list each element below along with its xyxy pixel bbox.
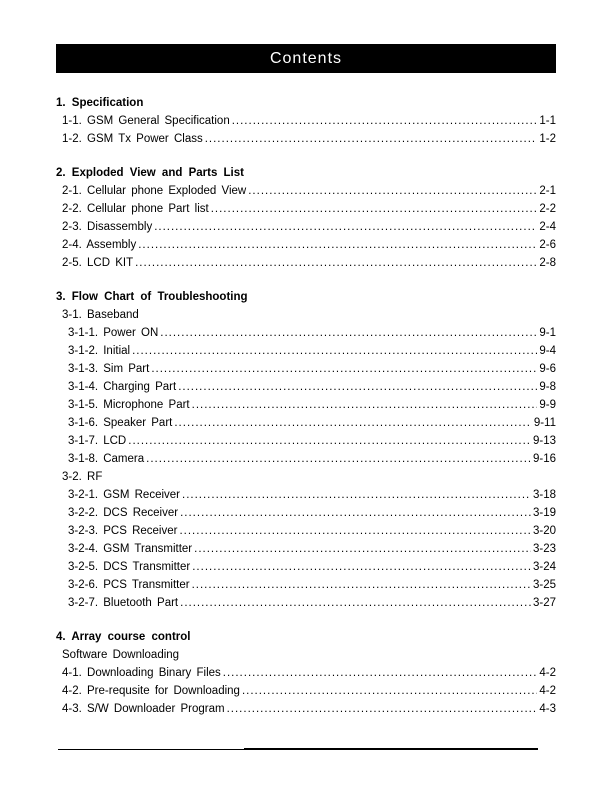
- toc-entry-page: 9-16: [532, 453, 556, 465]
- table-of-contents: [56, 94, 556, 734]
- toc-entry-label: 3-2-4. GSM Transmitter: [68, 543, 193, 555]
- section-specification: [56, 94, 556, 148]
- toc-entry[interactable]: [56, 342, 556, 360]
- toc-entry[interactable]: [56, 218, 556, 236]
- toc-entry-page: 9-6: [539, 363, 556, 375]
- toc-entry[interactable]: [56, 396, 556, 414]
- dot-leader: [192, 396, 538, 414]
- dot-leader: [128, 432, 531, 450]
- dot-leader: [179, 522, 531, 540]
- toc-entry-label: 4-3. S/W Downloader Program: [62, 703, 225, 715]
- toc-entry-page: 3-19: [532, 507, 556, 519]
- toc-entry-label: 3-1-3. Sim Part: [68, 363, 150, 375]
- toc-entry-page: 9-9: [539, 399, 556, 411]
- toc-entry[interactable]: [56, 558, 556, 576]
- dot-leader: [154, 218, 537, 236]
- toc-entry-label: 3-2-6. PCS Transmitter: [68, 579, 190, 591]
- dot-leader: [146, 450, 531, 468]
- dot-leader: [135, 254, 537, 272]
- dot-leader: [205, 130, 538, 148]
- footer-rule-thick: [244, 748, 538, 750]
- dot-leader: [232, 112, 538, 130]
- subsection-software-downloading: Software Downloading: [62, 649, 180, 661]
- toc-entry[interactable]: [56, 182, 556, 200]
- dot-leader: [192, 576, 531, 594]
- toc-entry-page: 9-13: [532, 435, 556, 447]
- subsection-rf: 3-2. RF: [62, 471, 103, 483]
- toc-entry-page: 4-3: [539, 703, 556, 715]
- toc-entry-page: 3-23: [532, 543, 556, 555]
- toc-entry-label: 4-2. Pre-requsite for Downloading: [62, 685, 240, 697]
- dot-leader: [248, 182, 537, 200]
- toc-entry[interactable]: [56, 486, 556, 504]
- toc-entry-label: 1-1. GSM General Specification: [62, 115, 230, 127]
- toc-entry-page: 2-1: [539, 185, 556, 197]
- toc-entry-label: 2-3. Disassembly: [62, 221, 153, 233]
- toc-entry[interactable]: [56, 130, 556, 148]
- toc-entry-label: 3-2-5. DCS Transmitter: [68, 561, 191, 573]
- toc-entry-page: 9-8: [539, 381, 556, 393]
- section-heading: 1. Specification: [56, 97, 144, 109]
- toc-entry-page: 1-2: [539, 133, 556, 145]
- dot-leader: [160, 324, 537, 342]
- dot-leader: [182, 486, 531, 504]
- toc-entry-label: 3-1-6. Speaker Part: [68, 417, 173, 429]
- toc-entry[interactable]: [56, 378, 556, 396]
- contents-title: Contents: [56, 44, 556, 73]
- toc-entry-label: 2-5. LCD KIT: [62, 257, 134, 269]
- toc-entry-page: 2-2: [539, 203, 556, 215]
- toc-entry-label: 3-1-5. Microphone Part: [68, 399, 190, 411]
- toc-entry-page: 9-11: [533, 417, 556, 429]
- dot-leader: [192, 558, 531, 576]
- section-array-course-control: [56, 628, 556, 718]
- toc-entry-page: 9-4: [539, 345, 556, 357]
- dot-leader: [227, 700, 538, 718]
- toc-entry[interactable]: [56, 324, 556, 342]
- toc-entry-page: 1-1: [539, 115, 556, 127]
- toc-entry-label: 4-1. Downloading Binary Files: [62, 667, 221, 679]
- toc-entry[interactable]: [56, 112, 556, 130]
- toc-entry-page: 3-27: [532, 597, 556, 609]
- toc-entry[interactable]: [56, 450, 556, 468]
- toc-entry-page: 4-2: [539, 685, 556, 697]
- toc-entry-page: 3-24: [532, 561, 556, 573]
- toc-entry-page: 3-20: [532, 525, 556, 537]
- toc-entry[interactable]: [56, 360, 556, 378]
- dot-leader: [211, 200, 538, 218]
- toc-entry-label: 3-1-4. Charging Part: [68, 381, 177, 393]
- toc-entry-label: 1-2. GSM Tx Power Class: [62, 133, 203, 145]
- dot-leader: [132, 342, 537, 360]
- section-heading: 2. Exploded View and Parts List: [56, 167, 244, 179]
- toc-entry[interactable]: [56, 236, 556, 254]
- dot-leader: [138, 236, 537, 254]
- toc-entry[interactable]: [56, 700, 556, 718]
- dot-leader: [180, 504, 531, 522]
- toc-entry[interactable]: [56, 576, 556, 594]
- dot-leader: [194, 540, 531, 558]
- toc-entry-page: 2-8: [539, 257, 556, 269]
- toc-entry-label: 3-2-2. DCS Receiver: [68, 507, 179, 519]
- toc-entry[interactable]: [56, 522, 556, 540]
- dot-leader: [151, 360, 537, 378]
- toc-entry[interactable]: [56, 432, 556, 450]
- toc-entry-label: 3-2-3. PCS Receiver: [68, 525, 178, 537]
- toc-entry[interactable]: [56, 414, 556, 432]
- toc-entry[interactable]: [56, 504, 556, 522]
- dot-leader: [178, 378, 537, 396]
- toc-entry-label: 3-1-1. Power ON: [68, 327, 159, 339]
- toc-entry-label: 3-1-2. Initial: [68, 345, 131, 357]
- toc-entry-page: 9-1: [539, 327, 556, 339]
- toc-entry-label: 2-1. Cellular phone Exploded View: [62, 185, 247, 197]
- toc-entry[interactable]: [56, 540, 556, 558]
- toc-entry-page: 3-25: [532, 579, 556, 591]
- toc-entry[interactable]: [56, 594, 556, 612]
- section-troubleshooting: [56, 288, 556, 612]
- dot-leader: [180, 594, 531, 612]
- toc-entry-page: 3-18: [532, 489, 556, 501]
- section-heading: 4. Array course control: [56, 631, 191, 643]
- toc-entry[interactable]: [56, 200, 556, 218]
- toc-entry[interactable]: [56, 664, 556, 682]
- toc-entry-page: 2-4: [539, 221, 556, 233]
- toc-entry-label: 3-2-7. Bluetooth Part: [68, 597, 179, 609]
- section-exploded-view: [56, 164, 556, 272]
- toc-entry-label: 3-2-1. GSM Receiver: [68, 489, 181, 501]
- dot-leader: [242, 682, 537, 700]
- toc-entry[interactable]: [56, 254, 556, 272]
- toc-entry-page: 4-2: [539, 667, 556, 679]
- toc-entry-label: 2-2. Cellular phone Part list: [62, 203, 209, 215]
- toc-entry-label: 2-4. Assembly: [62, 239, 137, 251]
- dot-leader: [174, 414, 531, 432]
- toc-entry-label: 3-1-8. Camera: [68, 453, 145, 465]
- subsection-baseband: 3-1. Baseband: [62, 309, 139, 321]
- toc-entry-page: 2-6: [539, 239, 556, 251]
- toc-entry[interactable]: [56, 682, 556, 700]
- toc-entry-label: 3-1-7. LCD: [68, 435, 127, 447]
- section-heading: 3. Flow Chart of Troubleshooting: [56, 291, 248, 303]
- dot-leader: [223, 664, 538, 682]
